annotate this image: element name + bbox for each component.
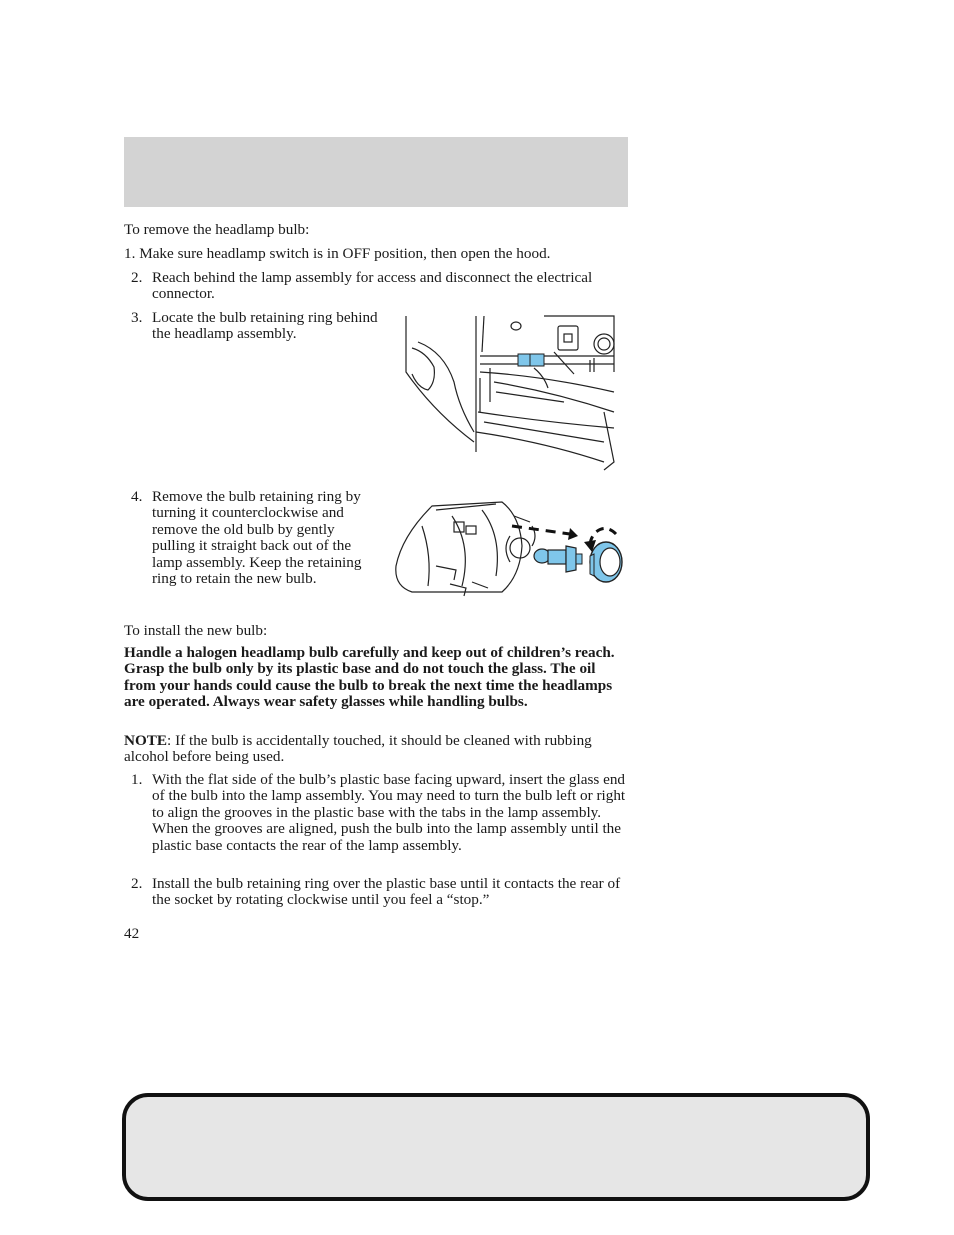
- remove-step-3-number: 3.: [131, 309, 143, 326]
- intro-install: To install the new bulb:: [124, 622, 268, 639]
- note-label: NOTE: [124, 732, 168, 749]
- note-paragraph: [124, 733, 628, 766]
- page-number: 42: [124, 925, 140, 942]
- headlamp-assembly-illustration: [404, 312, 618, 472]
- remove-step-1: [124, 246, 628, 262]
- install-step-1-text: With the flat side of the bulb’s plastic base facing upward, insert the glass end of the bulb into the lamp assembly. You may need to turn the bulb left or right to align the grooves in the plastic base with the tabs in the lamp assembly. When the grooves are aligned, push the bulb into the lamp assembly until the plastic base contacts the rear of the lamp assembly.: [152, 771, 626, 854]
- section-header-band: [124, 137, 628, 207]
- note-text: : If the bulb is accidentally touched, it should be cleaned with rubbing alcohol before being used.: [124, 732, 592, 766]
- warning-paragraph: Handle a halogen headlamp bulb carefully and keep out of children’s reach. Grasp the bulb only by its plastic base and do not touch the glass. The oil from your hands could cause the bulb to break the next time the headlamps are operated. Always wear safety glasses while handling bulbs.: [124, 644, 615, 711]
- remove-step-4-number: 4.: [131, 488, 143, 505]
- install-step-2-text: Install the bulb retaining ring over the plastic base until it contacts the rear of the socket by rotating clockwise until you feel a “stop.”: [152, 875, 621, 909]
- remove-step-2-number: 2.: [131, 269, 143, 286]
- remove-step-4-text: Remove the bulb retaining ring by turning it counterclockwise and remove the old bulb by gently pulling it straight back out of the lamp assembly. Keep the retaining ring to retain the new bulb.: [152, 488, 362, 588]
- remove-step-1-text: Make sure headlamp switch is in OFF position, then open the hood.: [139, 245, 551, 262]
- remove-step-3-text: Locate the bulb retaining ring behind the headlamp assembly.: [152, 309, 378, 343]
- bulb-removal-illustration: [392, 496, 628, 600]
- footer-box: [122, 1093, 870, 1201]
- remove-step-1-number: 1.: [124, 245, 136, 262]
- intro-remove: To remove the headlamp bulb:: [124, 221, 310, 238]
- install-step-2-number: 2.: [131, 875, 143, 892]
- install-step-1-number: 1.: [131, 771, 143, 788]
- remove-step-2-text: Reach behind the lamp assembly for access and disconnect the electrical connector.: [152, 269, 593, 303]
